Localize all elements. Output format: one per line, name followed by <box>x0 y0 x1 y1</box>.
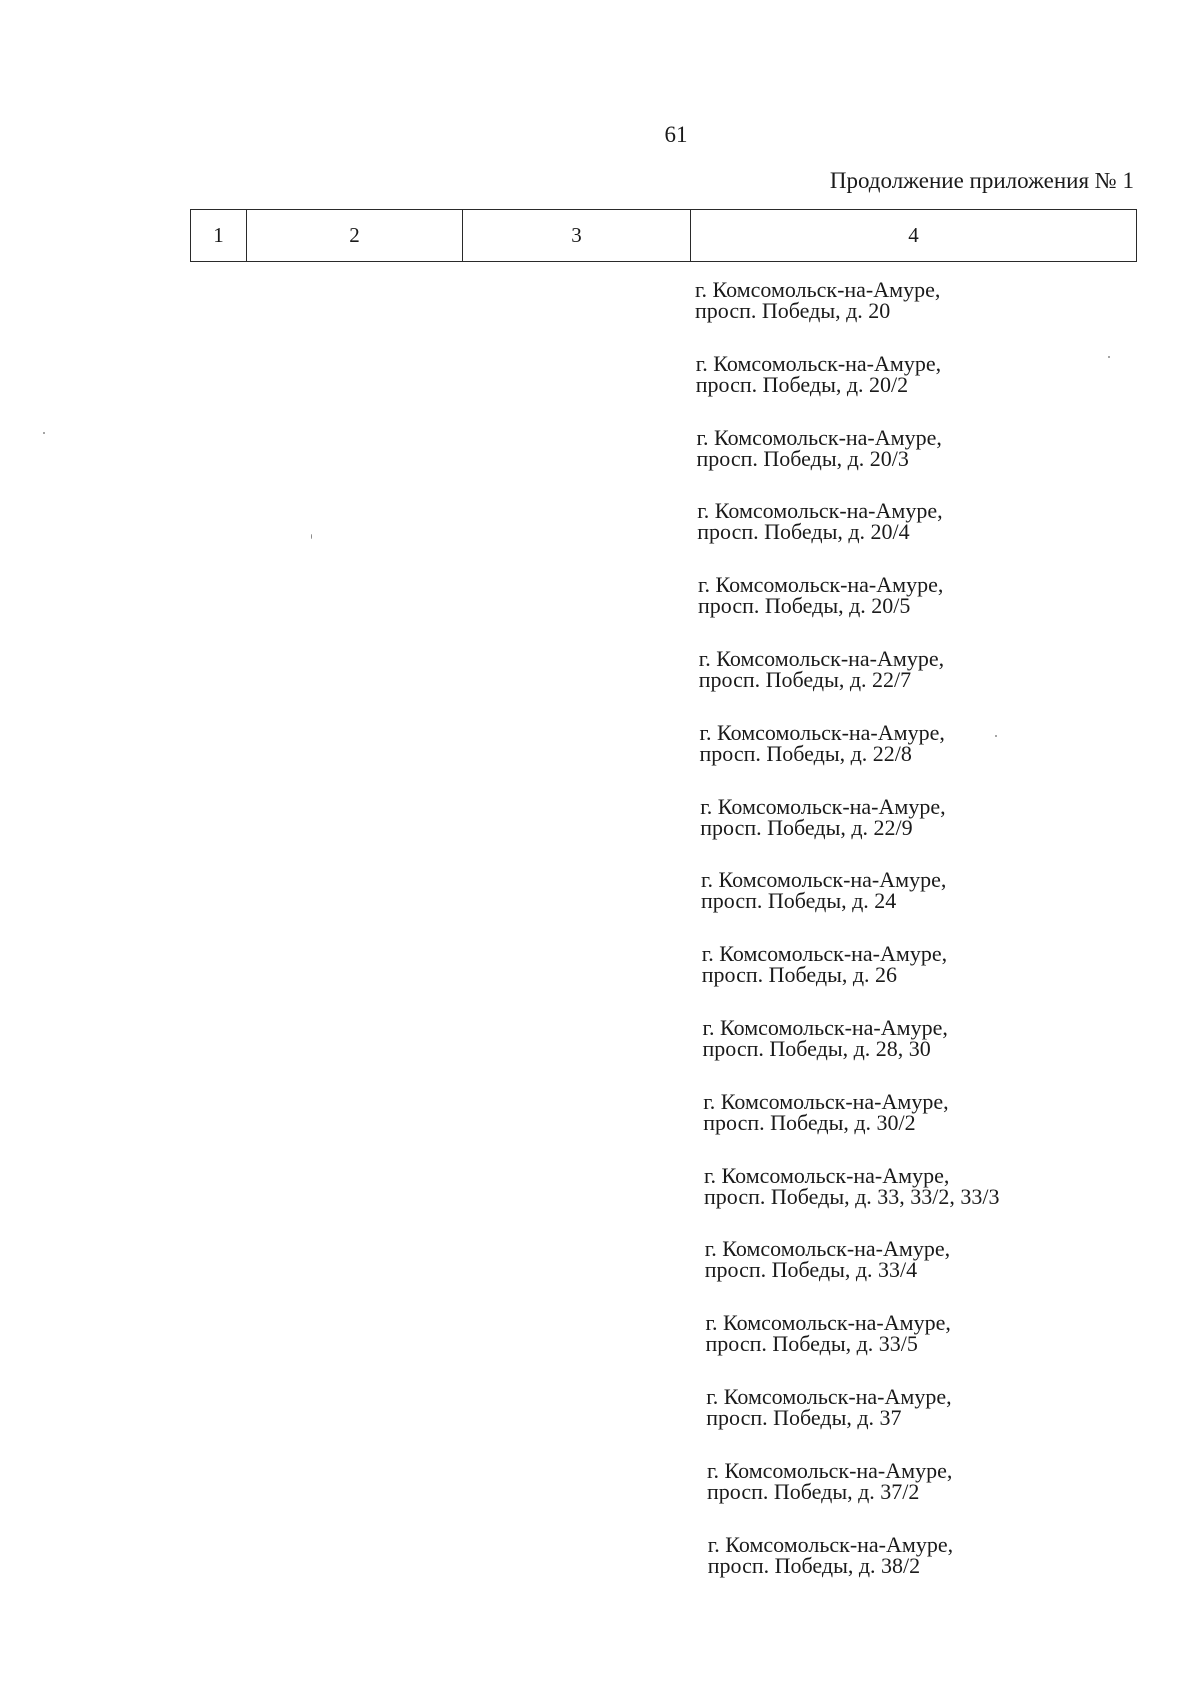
address-city: г. Комсомольск-на-Амуре, <box>695 350 942 376</box>
address-item <box>707 1457 953 1504</box>
address-city: г. Комсомольск-на-Амуре, <box>707 1457 953 1483</box>
address-item <box>698 572 944 619</box>
scan-speck <box>43 432 45 434</box>
address-city: г. Комсомольск-на-Амуре, <box>704 1162 950 1188</box>
address-city: г. Комсомольск-на-Амуре, <box>695 277 941 302</box>
address-item <box>703 1017 948 1059</box>
column-number-1: 1 <box>191 210 247 262</box>
address-street: просп. Победы, д. 33, 33/2, 33/3 <box>704 1183 1000 1209</box>
address-item <box>697 498 943 545</box>
address-city: г. Комсомольск-на-Амуре, <box>702 1015 948 1040</box>
address-item <box>703 1088 949 1135</box>
column-number-3: 3 <box>463 210 691 262</box>
address-item <box>695 350 942 397</box>
address-street: просп. Победы, д. 37/2 <box>707 1478 920 1504</box>
address-item <box>701 941 948 988</box>
appendix-continuation-note: Продолжение приложения № 1 <box>829 168 1134 193</box>
address-item <box>701 867 947 914</box>
address-street: просп. Победы, д. 38/2 <box>707 1552 921 1578</box>
address-item <box>706 1386 951 1428</box>
address-street: просп. Победы, д. 33/4 <box>704 1257 918 1283</box>
address-street: просп. Победы, д. 22/8 <box>699 740 912 766</box>
address-street: просп. Победы, д. 24 <box>701 888 897 914</box>
scan-speck <box>1108 356 1110 358</box>
address-street: просп. Победы, д. 33/5 <box>705 1331 918 1357</box>
address-city: г. Комсомольск-на-Амуре, <box>701 941 948 967</box>
address-list <box>0 279 1200 1669</box>
address-street: просп. Победы, д. 20 <box>695 298 891 323</box>
address-street: просп. Победы, д. 20/4 <box>697 519 910 545</box>
column-number-2: 2 <box>247 210 463 262</box>
address-street: просп. Победы, д. 22/7 <box>698 667 912 692</box>
column-number-4: 4 <box>691 210 1137 262</box>
address-street: просп. Победы, д. 20/2 <box>695 371 909 397</box>
address-street: просп. Победы, д. 22/9 <box>700 814 913 840</box>
address-city: г. Комсомольск-на-Амуре, <box>705 1310 951 1336</box>
address-city: г. Комсомольск-на-Амуре, <box>700 793 946 819</box>
address-city: г. Комсомольск-на-Амуре, <box>698 572 944 598</box>
address-item <box>695 279 940 321</box>
address-city: г. Комсомольск-на-Амуре, <box>699 719 945 745</box>
address-city: г. Комсомольск-на-Амуре, <box>704 1236 951 1262</box>
address-street: просп. Победы, д. 20/3 <box>696 445 909 471</box>
address-item <box>699 648 944 690</box>
address-item <box>705 1310 951 1357</box>
header-row <box>191 210 1137 262</box>
address-street: просп. Победы, д. 20/5 <box>698 593 911 619</box>
address-street: просп. Победы, д. 28, 30 <box>702 1036 931 1061</box>
address-item <box>696 424 942 471</box>
address-city: г. Комсомольск-на-Амуре, <box>698 646 945 671</box>
scan-speck <box>311 534 312 539</box>
page-number: 61 <box>664 122 688 147</box>
address-city: г. Комсомольск-на-Амуре, <box>703 1088 949 1114</box>
address-street: просп. Победы, д. 37 <box>706 1405 902 1430</box>
address-city: г. Комсомольск-на-Амуре, <box>696 424 942 450</box>
address-item <box>704 1236 951 1283</box>
address-city: г. Комсомольск-на-Амуре, <box>701 867 947 893</box>
scan-speck <box>995 735 997 737</box>
address-street: просп. Победы, д. 26 <box>701 962 898 988</box>
address-city: г. Комсомольск-на-Амуре, <box>706 1384 952 1409</box>
address-item <box>699 719 945 766</box>
address-item <box>700 793 946 840</box>
address-city: г. Комсомольск-на-Амуре, <box>707 1531 954 1557</box>
address-item <box>707 1531 954 1578</box>
address-item <box>704 1162 1000 1209</box>
column-number-header-table <box>190 209 1137 262</box>
address-street: просп. Победы, д. 30/2 <box>703 1109 916 1135</box>
address-city: г. Комсомольск-на-Амуре, <box>697 498 943 524</box>
